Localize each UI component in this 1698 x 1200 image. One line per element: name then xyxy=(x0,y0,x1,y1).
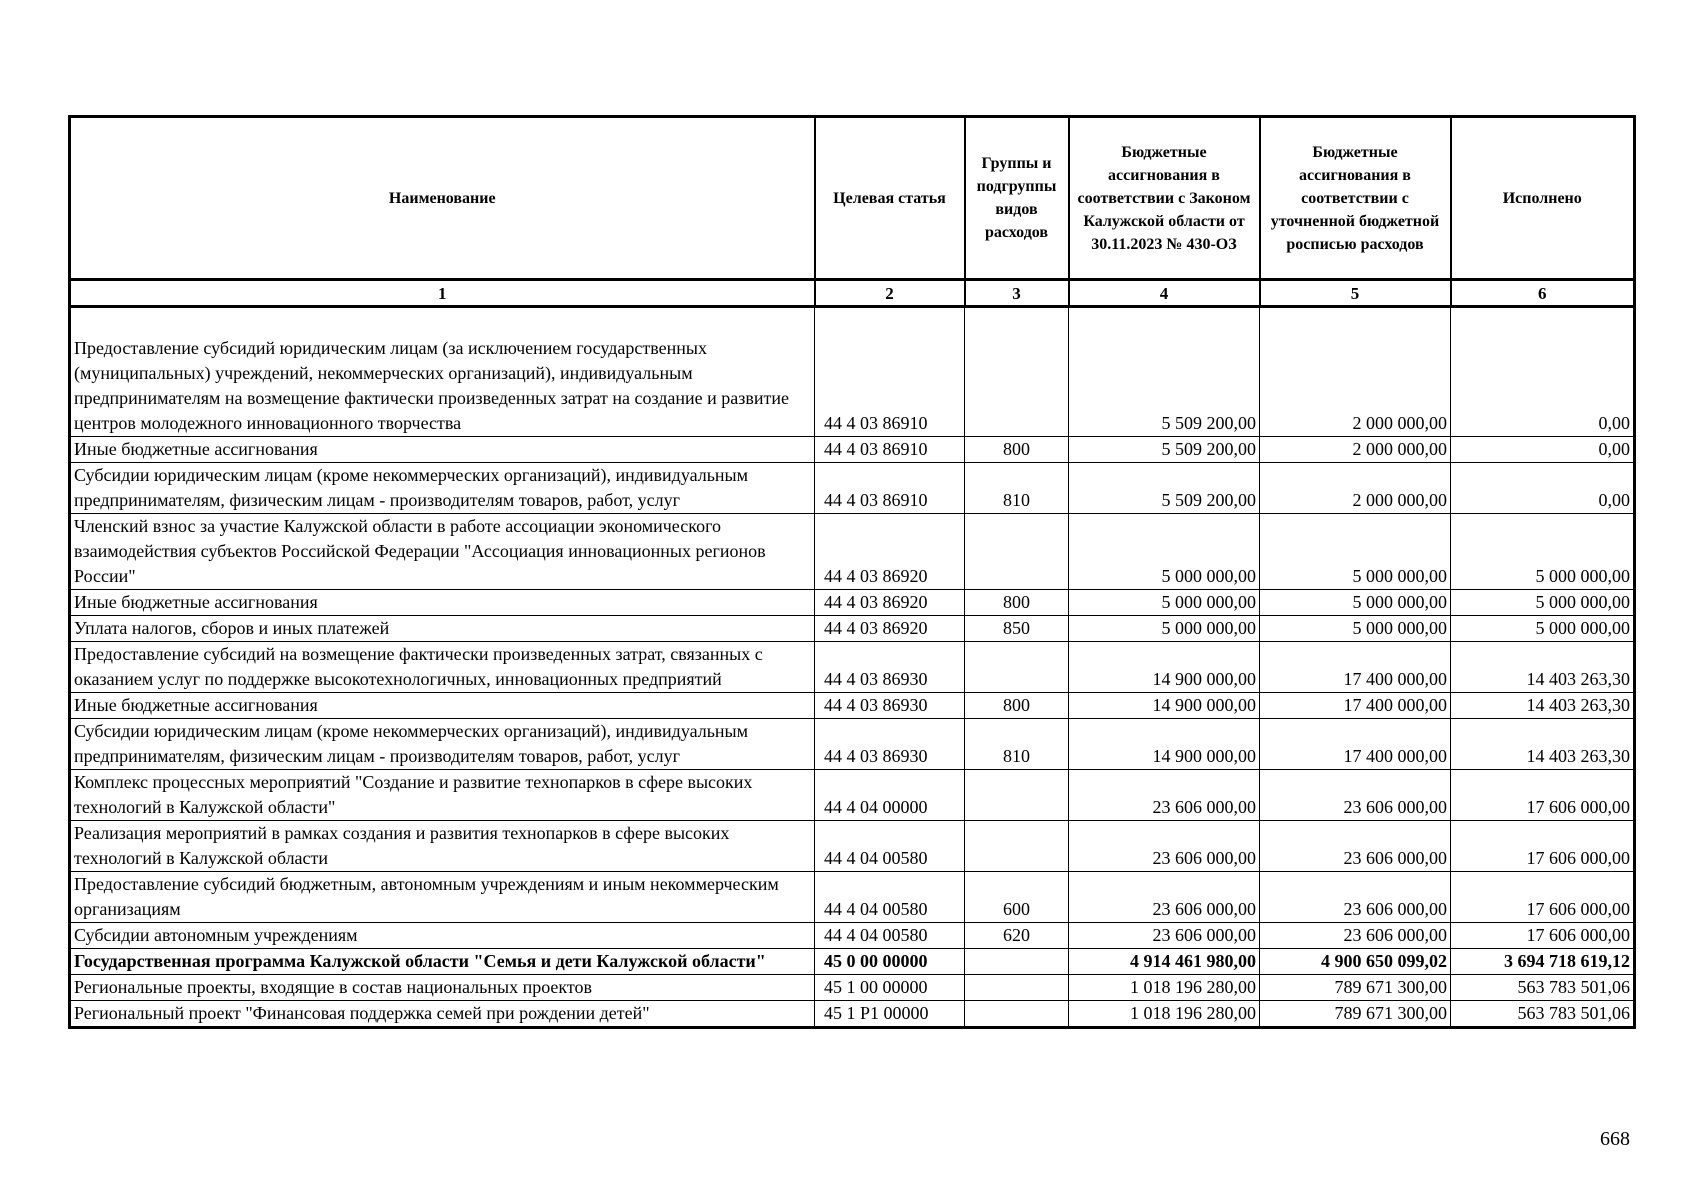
row-executed: 14 403 263,30 xyxy=(1451,693,1635,719)
row-expense-group xyxy=(965,949,1069,975)
header-name: Наименование xyxy=(70,117,815,280)
row-law-allocation: 14 900 000,00 xyxy=(1069,693,1260,719)
row-expense-group xyxy=(965,975,1069,1001)
row-target-article: 45 1 00 00000 xyxy=(815,975,965,1001)
header-law-allocations: Бюджетные ассигнования в соответствии с Законом Калужской области от 30.11.2023 № 430-ОЗ xyxy=(1069,117,1260,280)
column-number: 1 xyxy=(70,280,815,307)
row-expense-group xyxy=(965,642,1069,693)
row-target-article: 44 4 03 86930 xyxy=(815,642,965,693)
row-target-article: 44 4 04 00000 xyxy=(815,770,965,821)
row-refined-allocation: 2 000 000,00 xyxy=(1260,463,1451,514)
row-expense-group xyxy=(965,514,1069,590)
row-law-allocation: 4 914 461 980,00 xyxy=(1069,949,1260,975)
row-name: Субсидии автономным учреждениям xyxy=(70,923,815,949)
row-name: Субсидии юридическим лицам (кроме некоммерческих организаций), индивидуальным предпринимателям, физическим лицам - производителям товаров, работ, услуг xyxy=(70,463,815,514)
row-target-article: 44 4 03 86910 xyxy=(815,437,965,463)
row-name: Иные бюджетные ассигнования xyxy=(70,437,815,463)
row-expense-group xyxy=(965,821,1069,872)
row-law-allocation: 5 000 000,00 xyxy=(1069,514,1260,590)
row-law-allocation: 5 000 000,00 xyxy=(1069,590,1260,616)
row-refined-allocation: 4 900 650 099,02 xyxy=(1260,949,1451,975)
budget-table xyxy=(68,115,1636,1029)
column-number: 6 xyxy=(1451,280,1635,307)
row-executed: 3 694 718 619,12 xyxy=(1451,949,1635,975)
row-target-article: 44 4 03 86920 xyxy=(815,616,965,642)
row-executed: 17 606 000,00 xyxy=(1451,821,1635,872)
table-row xyxy=(70,975,1635,1001)
row-target-article: 44 4 03 86930 xyxy=(815,693,965,719)
row-target-article: 44 4 03 86930 xyxy=(815,719,965,770)
table-row xyxy=(70,642,1635,693)
row-target-article: 44 4 03 86920 xyxy=(815,514,965,590)
row-refined-allocation: 23 606 000,00 xyxy=(1260,872,1451,923)
row-refined-allocation: 17 400 000,00 xyxy=(1260,719,1451,770)
row-executed: 0,00 xyxy=(1451,463,1635,514)
row-executed: 563 783 501,06 xyxy=(1451,975,1635,1001)
table-row xyxy=(70,1001,1635,1028)
row-executed: 14 403 263,30 xyxy=(1451,642,1635,693)
row-law-allocation: 5 509 200,00 xyxy=(1069,463,1260,514)
column-number-row xyxy=(70,280,1635,307)
row-expense-group: 800 xyxy=(965,437,1069,463)
row-law-allocation: 14 900 000,00 xyxy=(1069,642,1260,693)
row-executed: 17 606 000,00 xyxy=(1451,770,1635,821)
row-refined-allocation: 5 000 000,00 xyxy=(1260,590,1451,616)
spacer-row xyxy=(70,307,1635,337)
table-row xyxy=(70,463,1635,514)
table-body xyxy=(70,307,1635,1028)
row-expense-group: 810 xyxy=(965,463,1069,514)
row-target-article: 44 4 04 00580 xyxy=(815,821,965,872)
row-name: Региональный проект "Финансовая поддержка семей при рождении детей" xyxy=(70,1001,815,1028)
row-refined-allocation: 23 606 000,00 xyxy=(1260,770,1451,821)
column-number: 2 xyxy=(815,280,965,307)
row-executed: 5 000 000,00 xyxy=(1451,590,1635,616)
row-target-article: 44 4 03 86920 xyxy=(815,590,965,616)
column-number: 3 xyxy=(965,280,1069,307)
row-expense-group: 800 xyxy=(965,693,1069,719)
row-target-article: 45 0 00 00000 xyxy=(815,949,965,975)
row-name: Иные бюджетные ассигнования xyxy=(70,590,815,616)
row-executed: 17 606 000,00 xyxy=(1451,923,1635,949)
table-row xyxy=(70,336,1635,437)
column-number: 5 xyxy=(1260,280,1451,307)
table-row xyxy=(70,719,1635,770)
row-executed: 0,00 xyxy=(1451,437,1635,463)
header-executed: Исполнено xyxy=(1451,117,1635,280)
table-row xyxy=(70,949,1635,975)
table-row xyxy=(70,821,1635,872)
row-expense-group xyxy=(965,1001,1069,1028)
header-target-article: Целевая статья xyxy=(815,117,965,280)
row-name: Комплекс процессных мероприятий "Создание и развитие технопарков в сфере высоких технологий в Калужской области" xyxy=(70,770,815,821)
table-row xyxy=(70,923,1635,949)
row-target-article: 44 4 04 00580 xyxy=(815,923,965,949)
row-name: Иные бюджетные ассигнования xyxy=(70,693,815,719)
row-refined-allocation: 789 671 300,00 xyxy=(1260,1001,1451,1028)
row-expense-group: 800 xyxy=(965,590,1069,616)
row-law-allocation: 23 606 000,00 xyxy=(1069,872,1260,923)
row-refined-allocation: 23 606 000,00 xyxy=(1260,923,1451,949)
row-name: Предоставление субсидий бюджетным, автономным учреждениям и иным некоммерческим организациям xyxy=(70,872,815,923)
row-refined-allocation: 17 400 000,00 xyxy=(1260,693,1451,719)
row-name: Региональные проекты, входящие в состав национальных проектов xyxy=(70,975,815,1001)
header-row xyxy=(70,117,1635,280)
row-law-allocation: 5 509 200,00 xyxy=(1069,437,1260,463)
row-executed: 17 606 000,00 xyxy=(1451,872,1635,923)
row-name: Уплата налогов, сборов и иных платежей xyxy=(70,616,815,642)
table-row xyxy=(70,590,1635,616)
row-refined-allocation: 23 606 000,00 xyxy=(1260,821,1451,872)
row-target-article: 44 4 04 00580 xyxy=(815,872,965,923)
row-law-allocation: 1 018 196 280,00 xyxy=(1069,1001,1260,1028)
table-row xyxy=(70,770,1635,821)
header-refined-allocations: Бюджетные ассигнования в соответствии с уточненной бюджетной росписью расходов xyxy=(1260,117,1451,280)
row-target-article: 44 4 03 86910 xyxy=(815,463,965,514)
table-row xyxy=(70,872,1635,923)
row-law-allocation: 14 900 000,00 xyxy=(1069,719,1260,770)
row-refined-allocation: 17 400 000,00 xyxy=(1260,642,1451,693)
row-target-article: 44 4 03 86910 xyxy=(815,336,965,437)
row-name: Государственная программа Калужской области "Семья и дети Калужской области" xyxy=(70,949,815,975)
row-name: Предоставление субсидий на возмещение фактически произведенных затрат, связанных с оказанием услуг по поддержке высокотехнологичных, инновационных предприятий xyxy=(70,642,815,693)
table-row xyxy=(70,437,1635,463)
row-law-allocation: 5 000 000,00 xyxy=(1069,616,1260,642)
row-refined-allocation: 2 000 000,00 xyxy=(1260,336,1451,437)
row-expense-group: 810 xyxy=(965,719,1069,770)
row-expense-group xyxy=(965,770,1069,821)
row-refined-allocation: 789 671 300,00 xyxy=(1260,975,1451,1001)
table-row xyxy=(70,693,1635,719)
row-refined-allocation: 5 000 000,00 xyxy=(1260,514,1451,590)
column-number: 4 xyxy=(1069,280,1260,307)
row-name: Членский взнос за участие Калужской области в работе ассоциации экономического взаимодействия субъектов Российской Федерации "Ассоциация инновационных регионов России" xyxy=(70,514,815,590)
row-executed: 5 000 000,00 xyxy=(1451,616,1635,642)
row-name: Субсидии юридическим лицам (кроме некоммерческих организаций), индивидуальным предпринимателям, физическим лицам - производителям товаров, работ, услуг xyxy=(70,719,815,770)
header-expense-groups: Группы и подгруппы видов расходов xyxy=(965,117,1069,280)
row-expense-group: 620 xyxy=(965,923,1069,949)
row-expense-group xyxy=(965,336,1069,437)
row-executed: 563 783 501,06 xyxy=(1451,1001,1635,1028)
page-number: 668 xyxy=(1600,1128,1630,1150)
row-law-allocation: 5 509 200,00 xyxy=(1069,336,1260,437)
table-row xyxy=(70,616,1635,642)
row-name: Реализация мероприятий в рамках создания и развития технопарков в сфере высоких технологий в Калужской области xyxy=(70,821,815,872)
row-law-allocation: 23 606 000,00 xyxy=(1069,770,1260,821)
row-expense-group: 600 xyxy=(965,872,1069,923)
row-name: Предоставление субсидий юридическим лицам (за исключением государственных (муниципальных) учреждений, некоммерческих организаций), индивидуальным предпринимателям на возмещение фактически произведенных затрат на создание и развитие центров молодежного инновационного творчества xyxy=(70,336,815,437)
row-target-article: 45 1 P1 00000 xyxy=(815,1001,965,1028)
row-executed: 14 403 263,30 xyxy=(1451,719,1635,770)
row-refined-allocation: 5 000 000,00 xyxy=(1260,616,1451,642)
row-executed: 5 000 000,00 xyxy=(1451,514,1635,590)
row-law-allocation: 23 606 000,00 xyxy=(1069,923,1260,949)
row-law-allocation: 23 606 000,00 xyxy=(1069,821,1260,872)
row-refined-allocation: 2 000 000,00 xyxy=(1260,437,1451,463)
row-law-allocation: 1 018 196 280,00 xyxy=(1069,975,1260,1001)
row-expense-group: 850 xyxy=(965,616,1069,642)
table-row xyxy=(70,514,1635,590)
row-executed: 0,00 xyxy=(1451,336,1635,437)
